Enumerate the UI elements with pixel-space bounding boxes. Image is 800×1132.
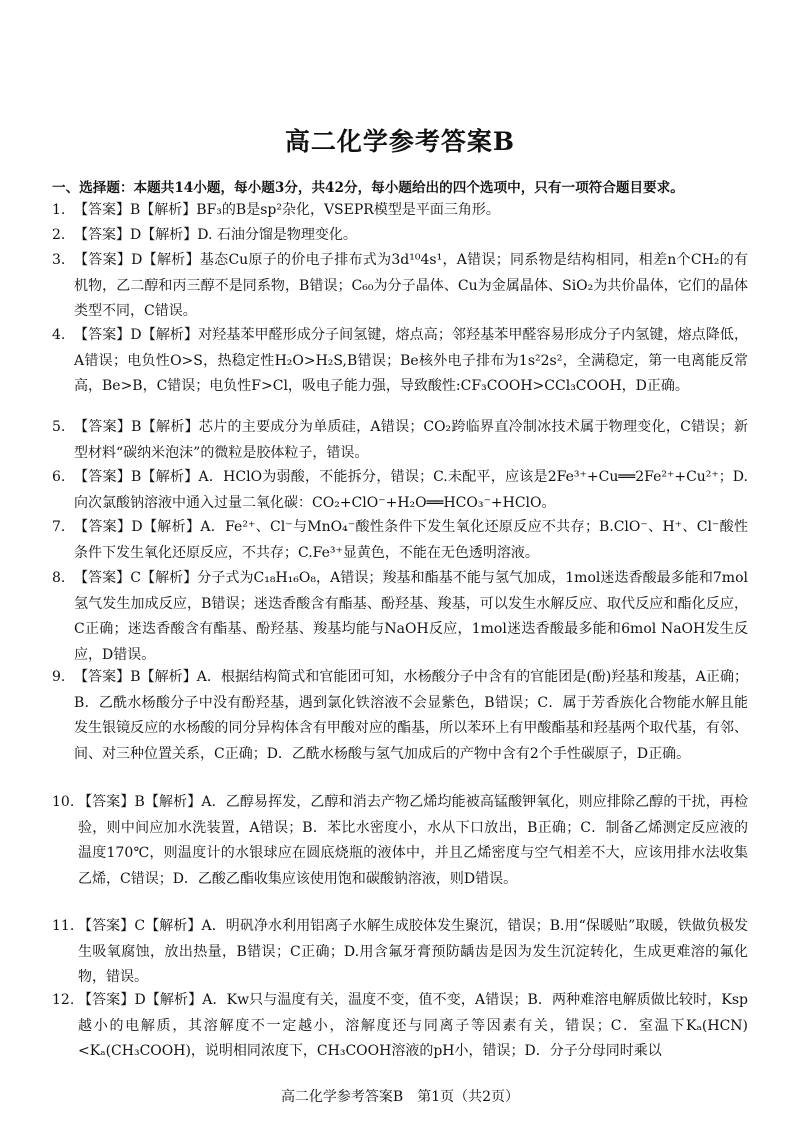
- item-text: 【答案】D【解析】A．Fe²⁺、Cl⁻与MnO₄⁻酸性条件下发生氧化还原反应不共存；B.ClO⁻、H⁺、Cl⁻酸性条件下发生氧化还原反应，不共存；C.Fe³⁺显黄色，不能在无色透明溶液。: [74, 519, 748, 561]
- item-text: 【答案】B【解析】A．乙醇易挥发，乙醇和消去产物乙烯均能被高锰酸钾氧化，则应排除乙醇的干扰，再检验，则中间应加水洗装置，A错误；B．苯比水密度小，水从下口放出，B正确；C．制备乙烯测定反应液的温度170℃，则温度计的水银球应在圆底烧瓶的液体中，并且乙烯密度与空气相差不大，应该用排水法收集乙烯，C错误；D．乙酸乙酯收集应该使用饱和碳酸钠溶液，则D错误。: [78, 794, 748, 887]
- item-number: 1.: [52, 202, 66, 218]
- item-number: 5.: [52, 419, 66, 435]
- answer-item: [52, 465, 748, 516]
- answer-item: [52, 323, 748, 400]
- item-text: 【答案】D【解析】A．Kw只与温度有关，温度不变，值不变，A错误；B．两种难溶电解质做比较时，Ksp越小的电解质，其溶解度不一定越小，溶解度还与同离子等因素有关，错误；C．室温下Kₐ(HCN)<Kₐ(CH₃COOH)，说明相同浓度下，CH₃COOH溶液的pH小，错误；D．分子分母同时乘以: [78, 992, 748, 1059]
- item-text: 【答案】C【解析】A．明矾净水利用铝离子水解生成胶体发生聚沉，错误；B.用“保暖贴”取暖，铁做负极发生吸氧腐蚀，放出热量，B错误；C正确；D.用含氟牙膏预防龋齿是因为发生沉淀转化，生成更难溶的氟化物，错误。: [78, 918, 748, 985]
- item-text: 【答案】D【解析】D. 石油分馏是物理变化。: [74, 227, 357, 243]
- item-number: 9.: [52, 669, 66, 685]
- item-text: 【答案】B【解析】A．根据结构简式和官能团可知，水杨酸分子中含有的官能团是(酚)羟基和羧基，A正确；B．乙酰水杨酸分子中没有酚羟基，遇到氯化铁溶液不会显紫色，B错误；C．属于芳香族化合物能水解且能发生银镜反应的水杨酸的同分异构体含有甲酸对应的酯基，所以苯环上有甲酸酯基和羟基两个取代基，有邻、间、对三种位置关系，C正确；D．乙酰水杨酸与氢气加成后的产物中含有2个手性碳原子，D正确。: [74, 669, 748, 762]
- item-number: 12.: [52, 992, 75, 1008]
- item-number: 6.: [52, 469, 66, 485]
- answer-item: [52, 515, 748, 566]
- item-number: 3.: [52, 252, 66, 268]
- item-number: 8.: [52, 570, 66, 586]
- item-text: 【答案】D【解析】对羟基苯甲醛形成分子间氢键，熔点高；邻羟基苯甲醛容易形成分子内氢键，熔点降低，A错误；电负性O>S，热稳定性H₂O>H₂S,B错误；Be核外电子排布为1s²2s²，全满稳定，第一电离能反常高，Be>B，C错误；电负性F>Cl，吸电子能力强，导致酸性:CF₃COOH>CCl₃COOH，D正确。: [74, 327, 748, 394]
- answer-item: [52, 914, 748, 991]
- answer-item: [52, 988, 748, 1065]
- answer-item: [52, 415, 748, 466]
- answer-item: [52, 198, 748, 224]
- item-number: 4.: [52, 327, 66, 343]
- answer-item: [52, 790, 748, 892]
- item-text: 【答案】B【解析】A．HClO为弱酸，不能拆分，错误；C.未配平，应该是2Fe³⁺+Cu══2Fe²⁺+Cu²⁺；D.向次氯酸钠溶液中通入过量二氧化碳：CO₂+ClO⁻+H₂O══HCO₃⁻+HClO。: [74, 469, 748, 511]
- page-title: 高二化学参考答案B: [284, 127, 516, 156]
- section-heading: 一、选择题：本题共14小题，每小题3分，共42分，每小题给出的四个选项中，只有一项符合题目要求。: [52, 180, 684, 196]
- item-number: 7.: [52, 519, 66, 535]
- item-number: 2.: [52, 227, 66, 243]
- item-text: 【答案】D【解析】基态Cu原子的价电子排布式为3d¹⁰4s¹，A错误；同系物是结构相同，相差n个CH₂的有机物，乙二醇和丙三醇不是同系物，B错误；C₆₀为分子晶体、Cu为金属晶体、SiO₂为共价晶体，它们的晶体类型不同，C错误。: [74, 252, 748, 319]
- item-number: 10.: [52, 794, 75, 810]
- answer-item: [52, 665, 748, 767]
- page-footer: 高二化学参考答案B 第1页（共2页）: [280, 1089, 520, 1105]
- answer-item: [52, 566, 748, 668]
- answer-item: [52, 223, 748, 249]
- item-number: 11.: [52, 918, 75, 934]
- item-text: 【答案】B【解析】芯片的主要成分为单质硅，A错误；CO₂跨临界直冷制冰技术属于物理变化，C错误；新型材料“碳纳米泡沫”的微粒是胶体粒子，错误。: [74, 419, 748, 461]
- item-text: 【答案】B【解析】BF₃的B是sp²杂化，VSEPR模型是平面三角形。: [74, 202, 500, 218]
- item-text: 【答案】C【解析】分子式为C₁₈H₁₆O₈，A错误；羧基和酯基不能与氢气加成，1mol迷迭香酸最多能和7mol氢气发生加成反应，B错误；迷迭香酸含有酯基、酚羟基、羧基，可以发生水解反应、取代反应和酯化反应，C正确；迷迭香酸含有酯基、酚羟基、羧基均能与NaOH反应，1mol迷迭香酸最多能和6mol NaOH发生反应，D错误。: [74, 570, 748, 663]
- answer-item: [52, 248, 748, 325]
